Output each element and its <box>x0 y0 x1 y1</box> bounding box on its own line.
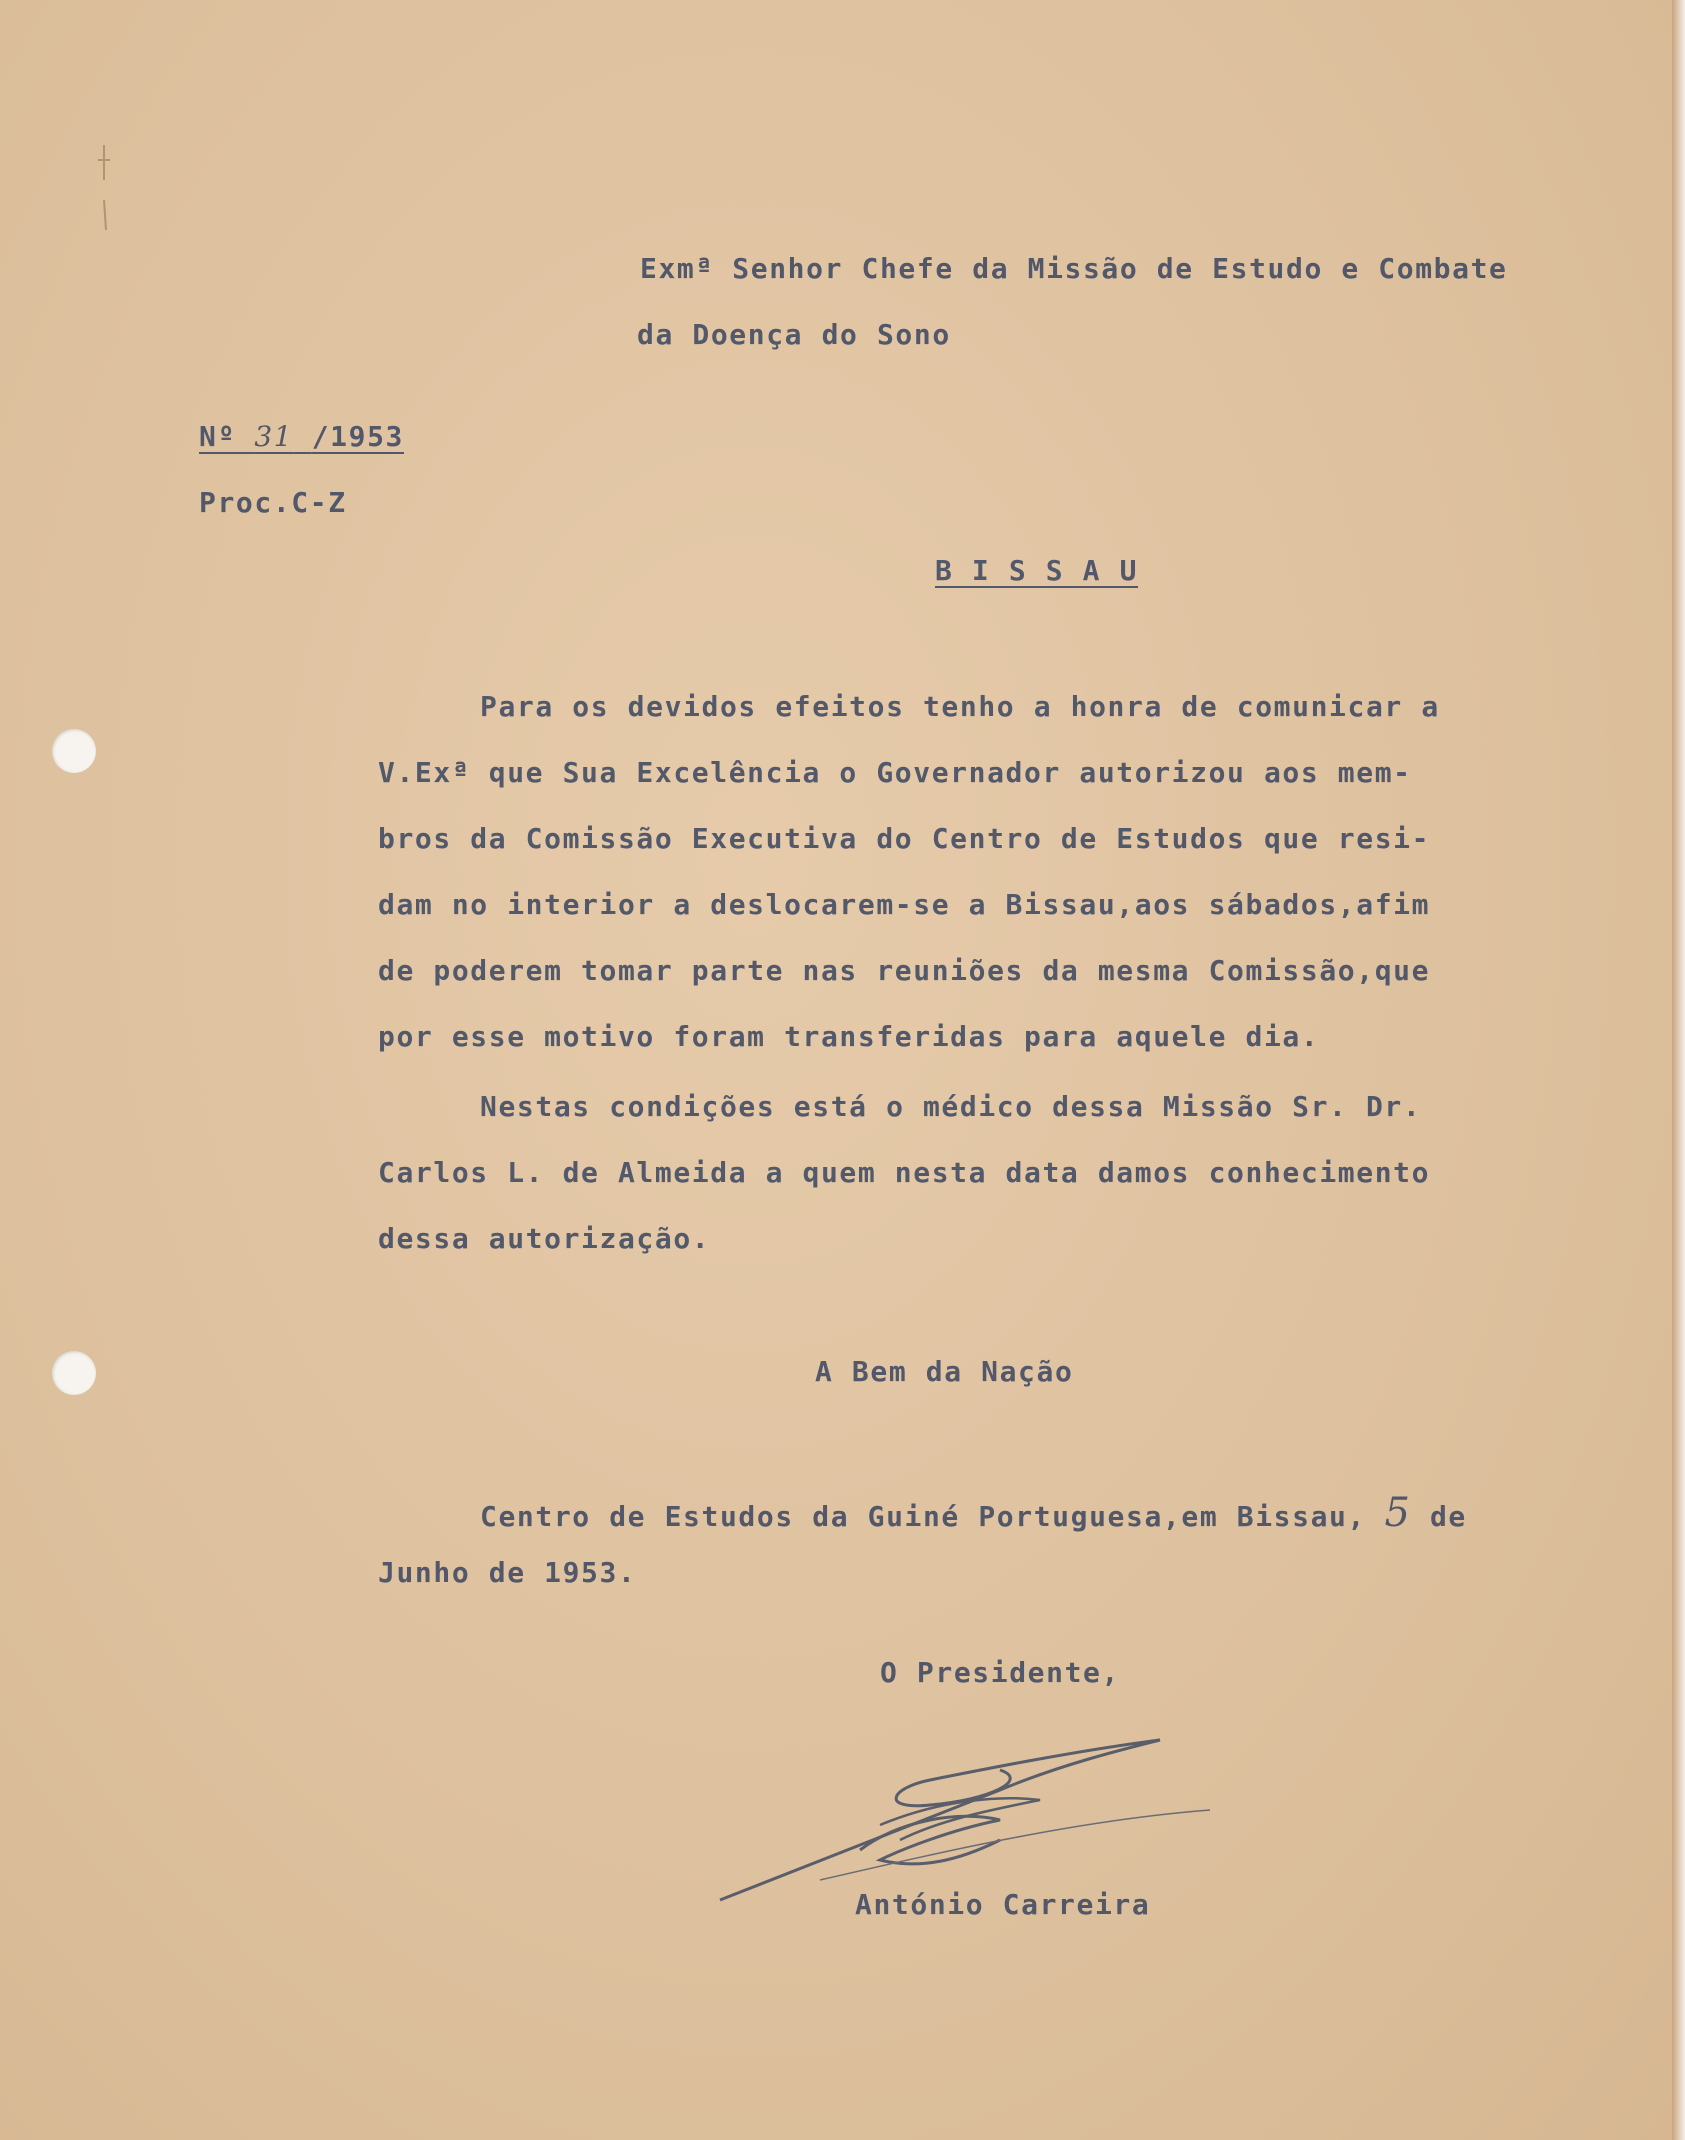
addressee-line-1: Exmª Senhor Chefe da Missão de Estudo e Combate <box>640 252 1508 285</box>
body-p1-line-3: bros da Comissão Executiva do Centro de Estudos que resi- <box>378 822 1431 855</box>
reference-number <box>199 420 404 453</box>
process-reference: Proc.C-Z <box>199 486 347 519</box>
dateline-text: Centro de Estudos da Guiné Portuguesa,em Bissau, <box>480 1500 1366 1533</box>
closing-salutation: A Bem da Nação <box>815 1355 1074 1388</box>
number-year: /1953 <box>311 420 404 453</box>
body-p2-line-1: Nestas condições está o médico dessa Missão Sr. Dr. <box>480 1090 1422 1123</box>
dateline-line-2: Junho de 1953. <box>378 1556 637 1589</box>
signatory-title: O Presidente, <box>880 1656 1120 1689</box>
page-edge <box>1672 0 1685 2140</box>
handwritten-number: 31 <box>254 420 294 453</box>
dateline-de: de <box>1429 1500 1467 1533</box>
dateline-line-1 <box>480 1490 1467 1536</box>
staple-marks <box>94 140 114 250</box>
body-p1-line-5: de poderem tomar parte nas reuniões da mesma Comissão,que <box>378 954 1431 987</box>
number-prefix: Nº <box>199 420 236 453</box>
body-p2-line-2: Carlos L. de Almeida a quem nesta data damos conhecimento <box>378 1156 1431 1189</box>
body-p1-line-1: Para os devidos efeitos tenho a honra de comunicar a <box>480 690 1440 723</box>
body-p1-line-2: V.Exª que Sua Excelência o Governador autorizou aos mem- <box>378 756 1412 789</box>
addressee-line-2: da Doença do Sono <box>637 318 951 351</box>
signatory-name: António Carreira <box>855 1888 1151 1921</box>
punch-hole-top <box>52 729 96 773</box>
city-heading: B I S S A U <box>935 554 1139 587</box>
handwritten-day: 5 <box>1384 1490 1412 1536</box>
body-p1-line-6: por esse motivo foram transferidas para aquele dia. <box>378 1020 1320 1053</box>
punch-hole-bottom <box>52 1351 96 1395</box>
body-p1-line-4: dam no interior a deslocarem-se a Bissau,aos sábados,afim <box>378 888 1431 921</box>
body-p2-line-3: dessa autorização. <box>378 1222 711 1255</box>
